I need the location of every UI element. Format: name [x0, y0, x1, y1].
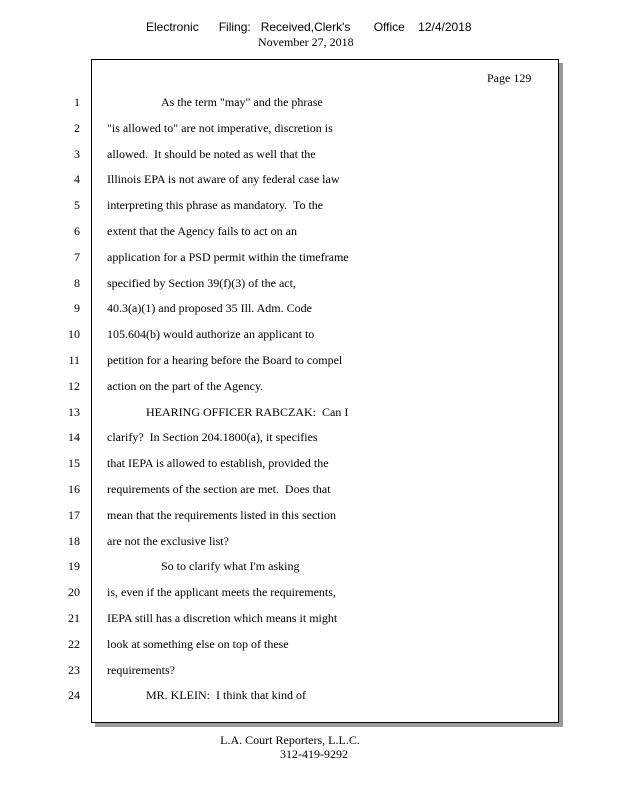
line-number: 1: [74, 95, 80, 109]
transcript-line: are not the exclusive list?: [107, 533, 229, 548]
line-number: 6: [74, 224, 80, 238]
transcript-line: look at something else on top of these: [107, 636, 289, 651]
line-number: 14: [68, 430, 80, 445]
transcript-line: that IEPA is allowed to establish, provided the: [107, 456, 329, 471]
line-number: 11: [68, 353, 80, 367]
line-number: 21: [68, 611, 80, 625]
line-number: 22: [68, 636, 80, 651]
transcript-line: "is allowed to" are not imperative, discretion is: [107, 120, 333, 135]
reporter-phone: 312-419-9292: [280, 747, 348, 761]
line-number: 19: [68, 559, 80, 574]
transcript-line: mean that the requirements listed in this section: [107, 507, 336, 522]
line-number: 8: [74, 275, 80, 290]
page-number: Page 129: [487, 71, 532, 85]
transcript-line: 105.604(b) would authorize an applicant to: [107, 327, 315, 342]
line-number: 10: [68, 327, 80, 342]
line-number: 5: [74, 198, 80, 213]
transcript-line: application for a PSD permit within the timeframe: [107, 249, 349, 264]
line-number: 18: [68, 533, 80, 548]
line-number: 2: [74, 120, 80, 135]
transcript-line: action on the part of the Agency.: [107, 378, 264, 393]
transcript-line: is, even if the applicant meets the requirements,: [107, 585, 336, 600]
transcript-line: extent that the Agency fails to act on an: [107, 224, 297, 238]
line-number: 13: [68, 404, 80, 419]
line-number: 3: [74, 146, 80, 161]
transcript-line: interpreting this phrase as mandatory. To the: [107, 198, 324, 213]
reporter-company: L.A. Court Reporters, L.L.C.: [220, 733, 360, 747]
line-number: 24: [68, 688, 80, 703]
transcript-line: Illinois EPA is not aware of any federal case law: [107, 172, 340, 187]
transcript-line: specified by Section 39(f)(3) of the act,: [107, 275, 296, 290]
line-number: 4: [74, 172, 80, 187]
transcript-line: So to clarify what I'm asking: [161, 559, 300, 574]
transcript-line: IEPA still has a discretion which means it might: [107, 611, 338, 625]
transcript-line: MR. KLEIN: I think that kind of: [146, 688, 306, 703]
line-number: 16: [68, 482, 80, 496]
line-number: 15: [68, 456, 80, 471]
line-number: 20: [68, 585, 80, 600]
transcript-line: 40.3(a)(1) and proposed 35 Ill. Adm. Code: [107, 301, 312, 316]
transcript-line: clarify? In Section 204.1800(a), it specifies: [107, 430, 318, 445]
transcript-line: HEARING OFFICER RABCZAK: Can I: [146, 404, 349, 419]
line-number: 23: [68, 662, 80, 677]
line-number: 9: [74, 301, 80, 316]
transcript-line: allowed. It should be noted as well that the: [107, 146, 316, 161]
transcript-line: As the term "may" and the phrase: [161, 95, 323, 109]
filing-stamp: Electronic Filing: Received,Clerk's Office 12/4/2018: [146, 20, 472, 34]
line-number: 17: [68, 507, 80, 522]
transcript-line: requirements of the section are met. Does that: [107, 482, 331, 496]
line-number: 7: [74, 249, 80, 264]
transcript-line: requirements?: [107, 662, 175, 677]
filing-date: November 27, 2018: [258, 35, 354, 49]
transcript-line: petition for a hearing before the Board to compel: [107, 353, 343, 367]
line-number: 12: [68, 378, 80, 393]
